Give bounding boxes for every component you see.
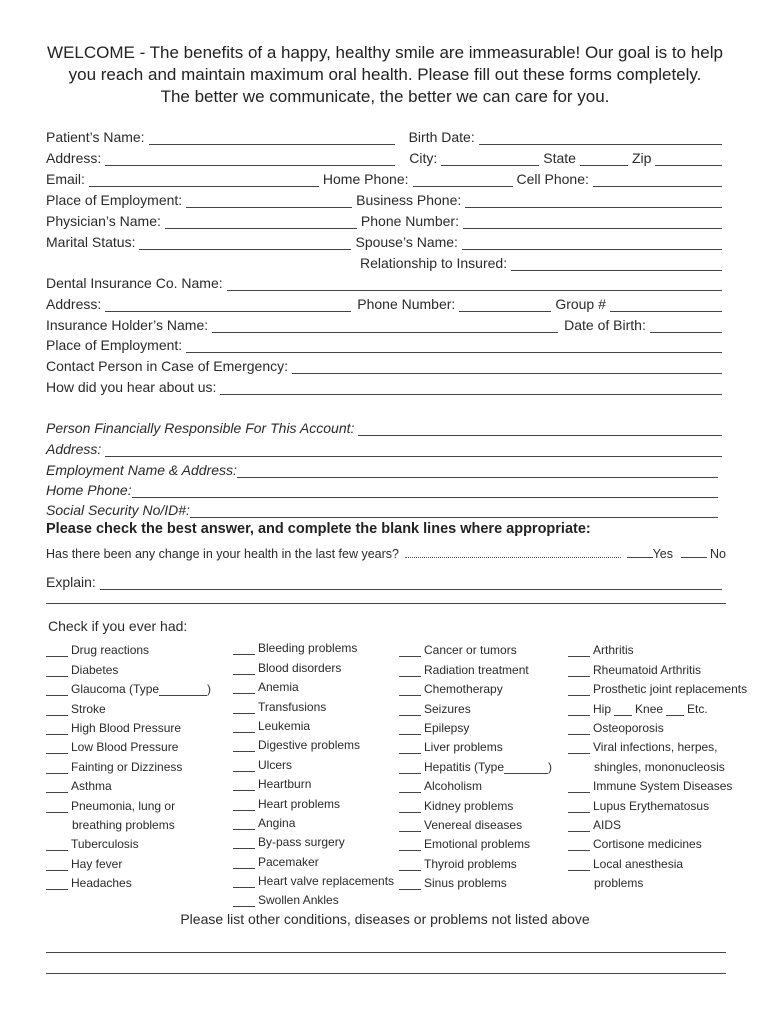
cell-phone-field[interactable] — [593, 174, 722, 187]
conditions-column-3 — [399, 638, 552, 890]
condition-item-continued: problems — [594, 876, 644, 891]
check-if-title: Check if you ever had: — [48, 618, 188, 634]
physician-label: Physician’s Name: — [46, 213, 161, 229]
yes-label: Yes — [652, 547, 674, 561]
emergency-row — [46, 354, 726, 374]
condition-item[interactable]: Transfusions — [233, 694, 394, 713]
condition-item[interactable]: Osteoporosis — [568, 716, 747, 735]
birth-date-label: Birth Date: — [408, 129, 475, 145]
financial-phone-label: Home Phone: — [46, 482, 132, 498]
list-other-conditions-label: Please list other conditions, diseases or problems not listed above — [180, 911, 590, 927]
holder-dob-field[interactable] — [650, 320, 722, 333]
condition-item[interactable]: Epilepsy — [399, 716, 552, 735]
physician-phone-label: Phone Number: — [360, 213, 459, 229]
relationship-label: Relationship to Insured: — [360, 255, 508, 271]
yes-blank[interactable] — [627, 548, 653, 558]
conditions-column-2 — [233, 636, 394, 907]
explain-line-2[interactable] — [46, 603, 726, 604]
condition-item[interactable]: Arthritis — [568, 638, 747, 657]
condition-item[interactable]: Ulcers — [233, 752, 394, 771]
welcome-intro — [20, 42, 750, 108]
zip-label: Zip — [631, 150, 652, 166]
spouse-field[interactable] — [462, 237, 722, 250]
insurance-employment-field[interactable] — [186, 340, 722, 353]
condition-item[interactable]: Prosthetic joint replacements — [568, 677, 747, 696]
condition-item[interactable]: Heart problems — [233, 791, 394, 810]
hear-label: How did you hear about us: — [46, 379, 217, 395]
business-phone-label: Business Phone: — [356, 192, 462, 208]
conditions-column-4 — [568, 638, 747, 890]
condition-item[interactable]: Pacemaker — [233, 849, 394, 868]
marital-field[interactable] — [139, 237, 351, 250]
intro-line-1: WELCOME - The benefits of a happy, healthy smile are immeasurable! Our goal is to help — [47, 43, 723, 62]
condition-item[interactable]: Low Blood Pressure — [46, 735, 211, 754]
financial-ssn-row — [46, 498, 722, 518]
other-conditions-line-2[interactable] — [46, 973, 726, 974]
emergency-label: Contact Person in Case of Emergency: — [46, 358, 289, 374]
condition-item[interactable]: Heartburn — [233, 772, 394, 791]
condition-item[interactable]: Radiation treatment — [399, 657, 552, 676]
dot-leader — [405, 548, 621, 558]
intro-line-3: The better we communicate, the better we can care for you. — [160, 87, 610, 106]
insurance-phone-label: Phone Number: — [357, 296, 456, 312]
insurance-employment-label: Place of Employment: — [46, 337, 183, 353]
condition-item[interactable]: Venereal diseases — [399, 813, 552, 832]
business-phone-field[interactable] — [465, 195, 722, 208]
zip-field[interactable] — [655, 153, 722, 166]
condition-item-continued: breathing problems — [72, 817, 175, 832]
patient-address-row — [46, 146, 726, 166]
group-field[interactable] — [610, 299, 722, 312]
financial-person-field[interactable] — [358, 423, 722, 436]
employment-label: Place of Employment: — [46, 192, 183, 208]
condition-item[interactable]: Sinus problems — [399, 871, 552, 890]
condition-item[interactable]: Headaches — [46, 871, 211, 890]
condition-item[interactable]: Immune System Diseases — [568, 774, 747, 793]
condition-item[interactable]: Hay fever — [46, 851, 211, 870]
condition-item[interactable]: Viral infections, herpes, — [568, 735, 747, 754]
condition-item[interactable]: Stroke — [46, 696, 211, 715]
condition-item[interactable]: Hip Knee Etc. — [568, 696, 747, 715]
explain-row — [46, 570, 726, 590]
condition-item[interactable]: Emotional problems — [399, 832, 552, 851]
state-label: State — [543, 150, 576, 166]
cell-phone-label: Cell Phone: — [516, 171, 589, 187]
no-label: No — [710, 547, 726, 561]
condition-item[interactable]: Tuberculosis — [46, 832, 211, 851]
financial-employment-row — [46, 458, 722, 478]
insurance-address-field[interactable] — [105, 299, 351, 312]
email-label: Email: — [46, 171, 85, 187]
group-label: Group # — [555, 296, 606, 312]
financial-employment-field[interactable] — [237, 465, 718, 478]
relationship-field[interactable] — [511, 258, 722, 271]
physician-row — [46, 209, 726, 229]
marital-label: Marital Status: — [46, 234, 136, 250]
home-phone-label: Home Phone: — [322, 171, 409, 187]
patient-name-row — [46, 125, 726, 145]
condition-item[interactable]: Asthma — [46, 774, 211, 793]
financial-phone-field[interactable] — [132, 485, 718, 498]
condition-item-continued: shingles, mononucleosis — [594, 759, 725, 774]
other-conditions-line-1[interactable] — [46, 952, 726, 953]
emergency-field[interactable] — [292, 361, 722, 374]
condition-item[interactable]: Hepatitis (Type ) — [399, 754, 552, 773]
condition-item[interactable]: Anemia — [233, 675, 394, 694]
condition-item[interactable]: Rheumatoid Arthritis — [568, 657, 747, 676]
insurance-company-field[interactable] — [227, 278, 722, 291]
holder-field[interactable] — [212, 320, 558, 333]
condition-item[interactable]: Alcoholism — [399, 774, 552, 793]
insurance-phone-field[interactable] — [459, 299, 551, 312]
condition-item[interactable]: Drug reactions — [46, 638, 211, 657]
condition-item[interactable]: Lupus Erythematosus — [568, 793, 747, 812]
email-field[interactable] — [89, 174, 319, 187]
hear-row — [46, 375, 726, 395]
financial-person-row — [46, 416, 726, 436]
condition-item[interactable]: Swollen Ankles — [233, 888, 394, 907]
condition-item[interactable]: Liver problems — [399, 735, 552, 754]
ssn-field[interactable] — [190, 505, 718, 518]
health-change-row — [46, 543, 726, 561]
condition-item[interactable]: Diabetes — [46, 657, 211, 676]
holder-row — [46, 313, 726, 333]
condition-item[interactable]: Seizures — [399, 696, 552, 715]
condition-item[interactable]: Heart valve replacements — [233, 869, 394, 888]
marital-row — [46, 230, 726, 250]
insurance-company-row — [46, 271, 726, 291]
physician-field[interactable] — [165, 216, 357, 229]
patient-name-label: Patient’s Name: — [46, 129, 145, 145]
check-instructions-heading: Please check the best answer, and complete the blank lines where appropriate: — [46, 521, 591, 537]
hear-field[interactable] — [220, 382, 722, 395]
condition-item[interactable]: Cancer or tumors — [399, 638, 552, 657]
intro-line-2: you reach and maintain maximum oral health. Please fill out these forms completely. — [68, 65, 702, 84]
address-field[interactable] — [105, 153, 395, 166]
city-field[interactable] — [441, 153, 539, 166]
condition-item[interactable]: Blood disorders — [233, 655, 394, 674]
financial-person-label: Person Financially Responsible For This Account: — [46, 420, 355, 436]
holder-label: Insurance Holder’s Name: — [46, 317, 209, 333]
financial-address-label: Address: — [46, 441, 102, 457]
birth-date-field[interactable] — [479, 132, 722, 145]
no-blank[interactable] — [681, 548, 707, 558]
holder-dob-label: Date of Birth: — [564, 317, 646, 333]
condition-item[interactable]: Glaucoma (Type ) — [46, 677, 211, 696]
financial-address-field[interactable] — [105, 444, 722, 457]
condition-item[interactable]: Local anesthesia — [568, 851, 747, 870]
employment-row — [46, 188, 726, 208]
condition-item[interactable]: Angina — [233, 811, 394, 830]
insurance-address-row — [46, 292, 726, 312]
health-change-label: Has there been any change in your health in the last few years? — [46, 547, 399, 561]
condition-item[interactable]: Kidney problems — [399, 793, 552, 812]
financial-phone-row — [46, 478, 722, 498]
condition-item[interactable]: Bleeding problems — [233, 636, 394, 655]
financial-address-row — [46, 437, 726, 457]
home-phone-field[interactable] — [413, 174, 513, 187]
patient-name-field[interactable] — [149, 132, 395, 145]
state-field[interactable] — [580, 153, 628, 166]
insurance-employment-row — [46, 333, 726, 353]
patient-email-row — [46, 167, 726, 187]
condition-item[interactable]: Chemotherapy — [399, 677, 552, 696]
insurance-company-label: Dental Insurance Co. Name: — [46, 275, 223, 291]
relationship-row — [360, 251, 726, 271]
conditions-column-1 — [46, 638, 211, 890]
ssn-label: Social Security No/ID#: — [46, 502, 190, 518]
explain-label: Explain: — [46, 574, 96, 590]
condition-item[interactable]: Fainting or Dizziness — [46, 754, 211, 773]
explain-field[interactable] — [100, 577, 722, 590]
condition-item[interactable]: Leukemia — [233, 714, 394, 733]
insurance-address-label: Address: — [46, 296, 102, 312]
condition-item[interactable]: AIDS — [568, 813, 747, 832]
employment-field[interactable] — [186, 195, 352, 208]
condition-item[interactable]: Thyroid problems — [399, 851, 552, 870]
condition-item[interactable]: By-pass surgery — [233, 830, 394, 849]
spouse-label: Spouse’s Name: — [355, 234, 458, 250]
financial-employment-label: Employment Name & Address: — [46, 462, 237, 478]
city-label: City: — [409, 150, 438, 166]
condition-item[interactable]: Digestive problems — [233, 733, 394, 752]
address-label: Address: — [46, 150, 102, 166]
condition-item[interactable]: Pneumonia, lung or — [46, 793, 211, 812]
condition-item[interactable]: High Blood Pressure — [46, 716, 211, 735]
physician-phone-field[interactable] — [463, 216, 722, 229]
condition-item[interactable]: Cortisone medicines — [568, 832, 747, 851]
